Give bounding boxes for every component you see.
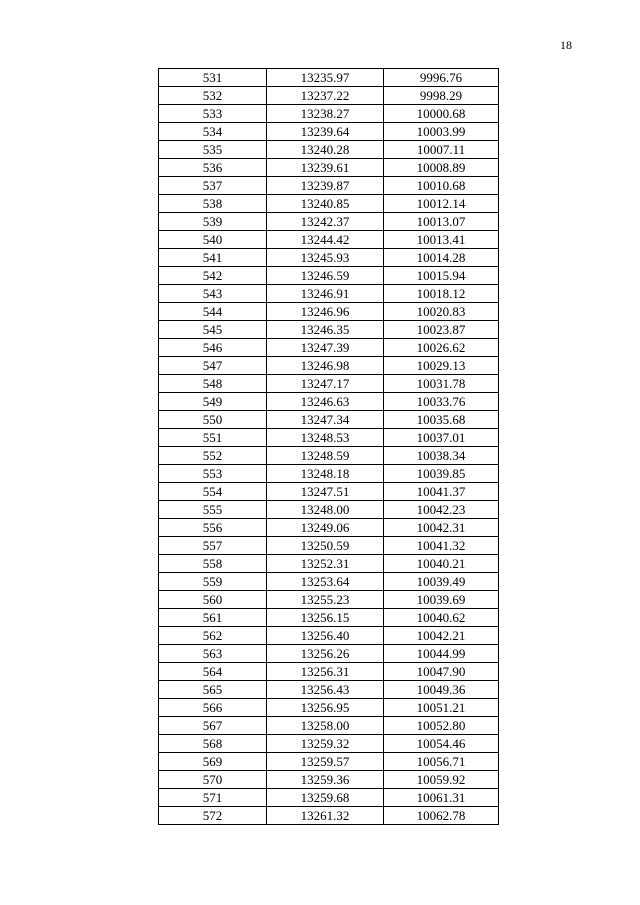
value-b-cell: 10042.23 [384,501,499,519]
value-b-cell: 10035.68 [384,411,499,429]
row-index-cell: 539 [159,213,267,231]
row-index-cell: 559 [159,573,267,591]
row-index-cell: 542 [159,267,267,285]
value-b-cell: 10049.36 [384,681,499,699]
row-index-cell: 551 [159,429,267,447]
value-a-cell: 13239.61 [267,159,384,177]
table-row [159,609,499,627]
value-a-cell: 13247.17 [267,375,384,393]
value-a-cell: 13259.36 [267,771,384,789]
table-row [159,303,499,321]
value-a-cell: 13246.59 [267,267,384,285]
row-index-cell: 554 [159,483,267,501]
value-a-cell: 13255.23 [267,591,384,609]
row-index-cell: 561 [159,609,267,627]
value-b-cell: 10015.94 [384,267,499,285]
table-row [159,627,499,645]
value-a-cell: 13246.98 [267,357,384,375]
row-index-cell: 572 [159,807,267,825]
value-b-cell: 10029.13 [384,357,499,375]
table-row [159,411,499,429]
row-index-cell: 557 [159,537,267,555]
value-b-cell: 10037.01 [384,429,499,447]
value-a-cell: 13247.39 [267,339,384,357]
row-index-cell: 544 [159,303,267,321]
value-b-cell: 10039.69 [384,591,499,609]
table-row [159,807,499,825]
value-a-cell: 13248.59 [267,447,384,465]
value-a-cell: 13252.31 [267,555,384,573]
value-a-cell: 13261.32 [267,807,384,825]
value-a-cell: 13259.68 [267,789,384,807]
table-row [159,177,499,195]
value-a-cell: 13259.32 [267,735,384,753]
row-index-cell: 548 [159,375,267,393]
table-row [159,555,499,573]
table-row [159,357,499,375]
table-row [159,663,499,681]
value-a-cell: 13256.95 [267,699,384,717]
row-index-cell: 568 [159,735,267,753]
row-index-cell: 533 [159,105,267,123]
value-a-cell: 13256.40 [267,627,384,645]
table-row [159,123,499,141]
row-index-cell: 547 [159,357,267,375]
row-index-cell: 562 [159,627,267,645]
value-a-cell: 13246.91 [267,285,384,303]
value-b-cell: 10051.21 [384,699,499,717]
value-b-cell: 10040.62 [384,609,499,627]
table-row [159,249,499,267]
value-b-cell: 10039.85 [384,465,499,483]
value-b-cell: 10003.99 [384,123,499,141]
table-row [159,105,499,123]
value-a-cell: 13249.06 [267,519,384,537]
value-b-cell: 10038.34 [384,447,499,465]
table-row [159,645,499,663]
value-b-cell: 10007.11 [384,141,499,159]
row-index-cell: 540 [159,231,267,249]
row-index-cell: 560 [159,591,267,609]
table-row [159,231,499,249]
row-index-cell: 567 [159,717,267,735]
value-b-cell: 10061.31 [384,789,499,807]
value-a-cell: 13237.22 [267,87,384,105]
value-b-cell: 10012.14 [384,195,499,213]
table-row [159,519,499,537]
table-row [159,537,499,555]
row-index-cell: 555 [159,501,267,519]
value-b-cell: 10059.92 [384,771,499,789]
data-table [158,68,499,825]
row-index-cell: 534 [159,123,267,141]
row-index-cell: 558 [159,555,267,573]
table-row [159,375,499,393]
value-a-cell: 13248.53 [267,429,384,447]
value-a-cell: 13248.00 [267,501,384,519]
value-b-cell: 10013.07 [384,213,499,231]
row-index-cell: 541 [159,249,267,267]
value-a-cell: 13250.59 [267,537,384,555]
value-a-cell: 13247.34 [267,411,384,429]
value-b-cell: 10040.21 [384,555,499,573]
value-b-cell: 10056.71 [384,753,499,771]
row-index-cell: 570 [159,771,267,789]
table-row [159,681,499,699]
table-row [159,141,499,159]
value-b-cell: 9998.29 [384,87,499,105]
value-b-cell: 10008.89 [384,159,499,177]
row-index-cell: 563 [159,645,267,663]
value-b-cell: 10039.49 [384,573,499,591]
page-number: 18 [560,38,572,52]
value-a-cell: 13247.51 [267,483,384,501]
value-b-cell: 10013.41 [384,231,499,249]
table-row [159,213,499,231]
row-index-cell: 552 [159,447,267,465]
value-a-cell: 13245.93 [267,249,384,267]
value-b-cell: 10031.78 [384,375,499,393]
row-index-cell: 536 [159,159,267,177]
value-a-cell: 13239.64 [267,123,384,141]
table-body [159,69,499,825]
table-row [159,267,499,285]
value-a-cell: 13259.57 [267,753,384,771]
row-index-cell: 545 [159,321,267,339]
value-b-cell: 10023.87 [384,321,499,339]
row-index-cell: 538 [159,195,267,213]
table-row [159,771,499,789]
table-row [159,717,499,735]
value-a-cell: 13256.15 [267,609,384,627]
table-row [159,339,499,357]
row-index-cell: 543 [159,285,267,303]
value-b-cell: 10042.31 [384,519,499,537]
value-a-cell: 13240.28 [267,141,384,159]
value-b-cell: 10010.68 [384,177,499,195]
value-b-cell: 10054.46 [384,735,499,753]
value-b-cell: 10018.12 [384,285,499,303]
table-row [159,285,499,303]
row-index-cell: 564 [159,663,267,681]
value-a-cell: 13246.35 [267,321,384,339]
value-a-cell: 13238.27 [267,105,384,123]
table-row [159,447,499,465]
value-b-cell: 10052.80 [384,717,499,735]
value-b-cell: 10044.99 [384,645,499,663]
value-a-cell: 13239.87 [267,177,384,195]
value-b-cell: 10000.68 [384,105,499,123]
table-row [159,789,499,807]
row-index-cell: 556 [159,519,267,537]
row-index-cell: 569 [159,753,267,771]
value-b-cell: 10026.62 [384,339,499,357]
value-b-cell: 10047.90 [384,663,499,681]
row-index-cell: 537 [159,177,267,195]
value-a-cell: 13253.64 [267,573,384,591]
row-index-cell: 535 [159,141,267,159]
value-a-cell: 13256.43 [267,681,384,699]
value-b-cell: 10062.78 [384,807,499,825]
row-index-cell: 553 [159,465,267,483]
value-a-cell: 13256.31 [267,663,384,681]
value-b-cell: 10020.83 [384,303,499,321]
row-index-cell: 532 [159,87,267,105]
value-b-cell: 10014.28 [384,249,499,267]
table-row [159,483,499,501]
value-b-cell: 10041.37 [384,483,499,501]
row-index-cell: 546 [159,339,267,357]
table-row [159,753,499,771]
row-index-cell: 531 [159,69,267,87]
value-a-cell: 13246.63 [267,393,384,411]
table-row [159,195,499,213]
value-a-cell: 13256.26 [267,645,384,663]
table-row [159,501,499,519]
table-row [159,321,499,339]
value-a-cell: 13248.18 [267,465,384,483]
table-row [159,699,499,717]
table-row [159,465,499,483]
row-index-cell: 566 [159,699,267,717]
table-row [159,87,499,105]
value-b-cell: 9996.76 [384,69,499,87]
value-a-cell: 13242.37 [267,213,384,231]
table-row [159,159,499,177]
table-row [159,735,499,753]
row-index-cell: 549 [159,393,267,411]
table-row [159,591,499,609]
value-a-cell: 13258.00 [267,717,384,735]
table-row [159,573,499,591]
row-index-cell: 565 [159,681,267,699]
row-index-cell: 571 [159,789,267,807]
row-index-cell: 550 [159,411,267,429]
value-b-cell: 10033.76 [384,393,499,411]
value-a-cell: 13235.97 [267,69,384,87]
value-b-cell: 10041.32 [384,537,499,555]
value-a-cell: 13246.96 [267,303,384,321]
value-a-cell: 13244.42 [267,231,384,249]
value-b-cell: 10042.21 [384,627,499,645]
table-row [159,429,499,447]
value-a-cell: 13240.85 [267,195,384,213]
table-row [159,393,499,411]
table-row [159,69,499,87]
